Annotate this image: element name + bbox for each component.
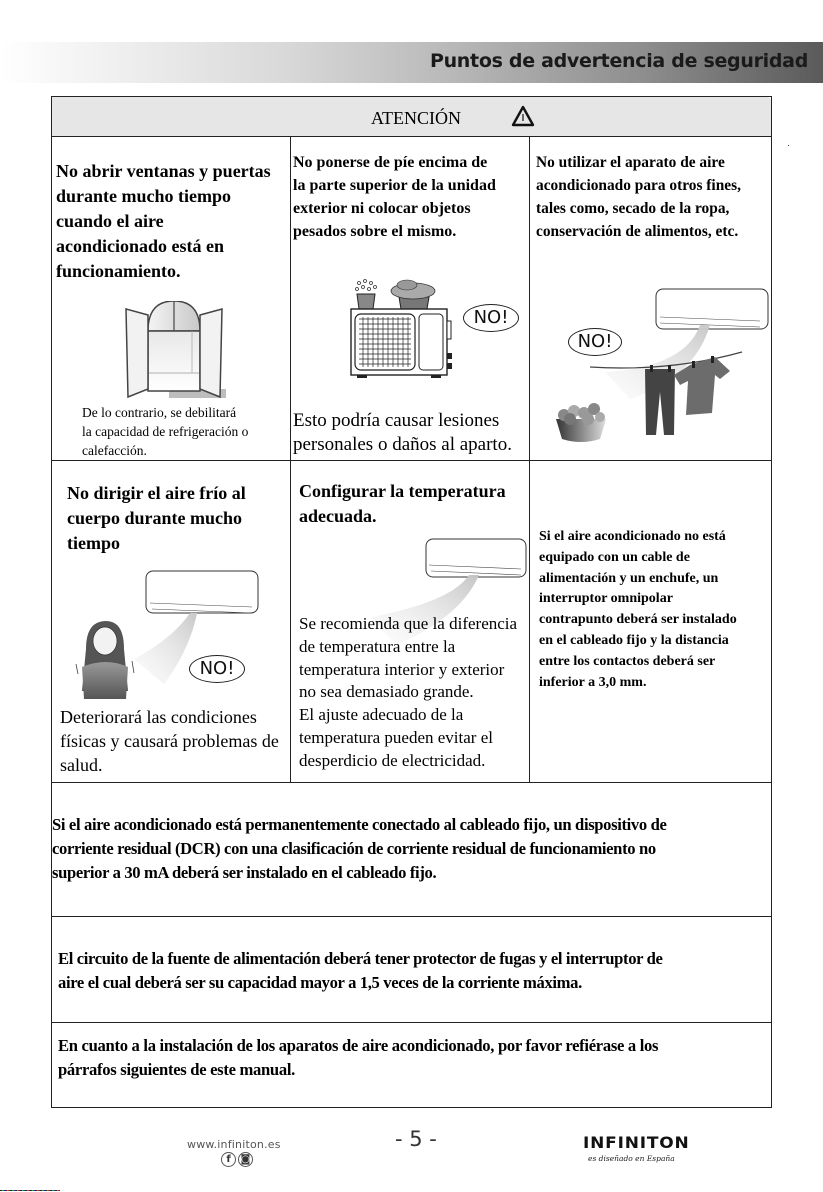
warning-heading: Configurar la temperatura adecuada. [299, 481, 506, 526]
warning-cell-omnipolar-switch [530, 461, 772, 783]
warning-caption: Se recomienda que la diferencia de temperatura entre la temperatura interior y exterior no sea demasiado grande. El ajuste adecuado de la temperatura pueden evitar el desperdicio de electricidad. [299, 614, 518, 770]
attention-header [52, 97, 771, 137]
note-installation [52, 1023, 772, 1107]
outdoor-unit-with-plants-illustration [349, 279, 459, 385]
note-text: Si el aire acondicionado está permanentemente conectado al cableado fijo, un dispositivo de corriente residual (DCR) con una clasificación de corriente residual de funcionamiento no superior a 30 mA deberá ser instalado en el cableado fijo. [52, 815, 667, 882]
note-text: El circuito de la fuente de alimentación deberá tener protector de fugas y el interruptor de aire el cual deberá ser su capacidad mayor a 1,5 veces de la corriente máxima. [58, 949, 663, 992]
attention-label: ATENCIÓN [371, 108, 461, 128]
ac-drying-clothes-illustration [550, 287, 770, 447]
stray-dot [788, 145, 789, 146]
warning-triangle-icon [511, 105, 535, 127]
warning-text: Si el aire acondicionado no está equipado con un cable de alimentación y un enchufe, un interruptor omnipolar contrapunto deberá ser instalado en el cableado fijo y la distancia entre los contactos deberá ser inferior a 3,0 mm. [539, 529, 737, 690]
open-window-illustration [124, 301, 226, 401]
section-header-band [0, 42, 823, 83]
no-badge: NO! [568, 328, 622, 356]
brand-tagline: es diseñado en España [588, 1154, 675, 1163]
warning-heading: No abrir ventanas y puertas durante mucho tiempo cuando el aire acondicionado está en funcionamiento. [56, 161, 271, 281]
warning-cell-cold-air [52, 461, 291, 783]
warning-caption: Deteriorará las condiciones físicas y causará problemas de salud. [60, 707, 279, 775]
warning-cell-temperature [291, 461, 530, 783]
warning-caption: De lo contrario, se debilitará la capacidad de refrigeración o calefacción. [82, 405, 249, 458]
warning-cell-windows [52, 137, 291, 461]
brand-logo: INFINITON [583, 1133, 690, 1153]
section-title: Puntos de advertencia de seguridad [429, 50, 808, 72]
instagram-icon[interactable]: ◙ [238, 1152, 253, 1167]
note-text: En cuanto a la instalación de los aparatos de aire acondicionado, por favor refiérase a los párrafos siguientes de este manual. [58, 1036, 659, 1079]
safety-warnings-table [51, 96, 772, 1108]
page-number: - 5 - [395, 1127, 437, 1151]
no-badge: NO! [463, 304, 519, 332]
warning-caption: Esto podría causar lesiones personales o daños al aparto. [293, 410, 512, 455]
warning-heading: No utilizar el aparato de aire acondicionado para otros fines, tales como, secado de la ropa, conservación de alimentos, etc. [536, 154, 741, 240]
facebook-icon[interactable]: f [221, 1152, 236, 1167]
warning-cell-outdoor-unit [291, 137, 530, 461]
warning-cell-other-uses [530, 137, 772, 461]
no-badge: NO! [189, 655, 245, 683]
note-leakage-protector [52, 917, 772, 1023]
note-rcd [52, 783, 772, 917]
print-mark [0, 1190, 60, 1191]
warning-heading: No dirigir el aire frío al cuerpo durante mucho tiempo [67, 483, 246, 553]
warning-heading: No ponerse de píe encima de la parte superior de la unidad exterior ni colocar objetos pesados sobre el mismo. [293, 154, 496, 240]
website-link[interactable]: www.infiniton.es [187, 1138, 281, 1151]
ac-blowing-on-person-illustration [72, 569, 272, 699]
